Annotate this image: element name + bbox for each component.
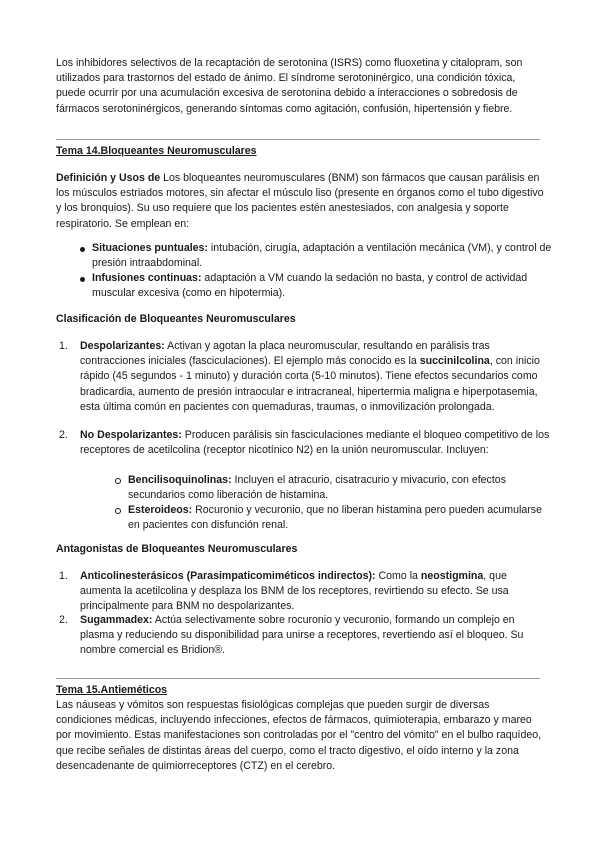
divider (56, 678, 540, 679)
divider (56, 139, 540, 140)
list-item: Infusiones continuas: adaptación a VM cuando la sedación no basta, y control de actividad muscular excesiva (como en hipotermia). (92, 271, 562, 301)
intro-paragraph: Los inhibidores selectivos de la recaptación de serotonina (ISRS) como fluoxetina y citalopram, son utilizados para trastornos del estado de ánimo. El síndrome serotoninérgico, una condición tóxica, puede ocurrir por una acumulación excesiva de serotonina debido a interacciones o sobredosis de fármacos serotoninérgicos, generando síntomas como agitación, confusión, hipertensión y fiebre. (56, 57, 523, 115)
definition-label: Definición y Usos de (56, 172, 161, 184)
tema14-title: Tema 14.Bloqueantes Neuromusculares (56, 145, 257, 157)
definition-paragraph: Definición y Usos de Los bloqueantes neuromusculares (BNM) son fármacos que causan parálisis en los músculos estriados motores, sin afectar el músculo liso (presente en órganos como el tubo digestivo y los bronquios). Su uso requiere que los pacientes estén anestesiados, con analgesia y soporte respiratorio. Se emplean en: (56, 172, 544, 230)
bullet-icon (80, 247, 85, 252)
tema15-paragraph: Las náuseas y vómitos son respuestas fisiológicas complejas que pueden surgir de diversas condiciones médicas, incluyendo infecciones, efectos de fármacos, quimioterapia, embarazo y mareo por movimiento. Estas manifestaciones son controladas por el "centro del vómito" en el bulbo raquídeo, que recibe señales de distintas áreas del cuerpo, como el tracto digestivo, el oído interno y la zona desencadenante de quimiorreceptores (CTZ) en el cerebro. (56, 699, 542, 772)
circle-bullet-icon (115, 478, 121, 484)
list-item: 1. Anticolinesterásicos (Parasimpaticomiméticos indirectos): Como la neostigmina, que aumenta la acetilcolina y desplaza los BNM de los receptores, revirtiendo su efecto. Se usa principalmente para BNM no despolarizantes. (59, 570, 509, 613)
antagonists-heading: Antagonistas de Bloqueantes Neuromusculares (56, 543, 298, 555)
list-item: Situaciones puntuales: intubación, cirugía, adaptación a ventilación mecánica (VM), y control de presión intraabdominal. (92, 241, 562, 271)
classification-heading: Clasificación de Bloqueantes Neuromusculares (56, 313, 296, 325)
list-item: 2. No Despolarizantes: Producen parálisis sin fasciculaciones mediante el bloqueo competitivo de los receptores de acetilcolina (receptor nicotínico N2) en la unión neuromuscular. Incluyen: (59, 429, 550, 457)
list-item: 2. Sugammadex: Actúa selectivamente sobre rocuronio y vecuronio, formando un complejo en plasma y reduciendo su disponibilidad para unirse a receptores, revertiendo así el bloqueo. Su nombre comercial es Bridion®. (59, 614, 524, 657)
sub-list-item: Bencilisoquinolinas: Incluyen el atracurio, cisatracurio y mivacurio, con efectos secundarios como liberación de histamina. (128, 473, 548, 503)
list-item: 1. Despolarizantes: Activan y agotan la placa neuromuscular, resultando en parálisis tras contracciones iniciales (fasciculaciones). El ejemplo más conocido es la succinilcolina, con inicio rápido (45 segundos - 1 minuto) y duración corta (5-10 minutos). Tiene efectos secundarios como bradicardia, aumento de presión intraocular e intracraneal, hipertermia maligna e hiperpotasemia, esta última común en pacientes con quemaduras, traumas, o inmovilización prolongada. (59, 340, 540, 413)
tema15-title: Tema 15.Antieméticos (56, 684, 168, 696)
sub-list-item: Esteroideos: Rocuronio y vecuronio, que no liberan histamina pero pueden acumularse en pacientes con disfunción renal. (128, 503, 548, 533)
bullet-icon (80, 277, 85, 282)
circle-bullet-icon (115, 508, 121, 514)
